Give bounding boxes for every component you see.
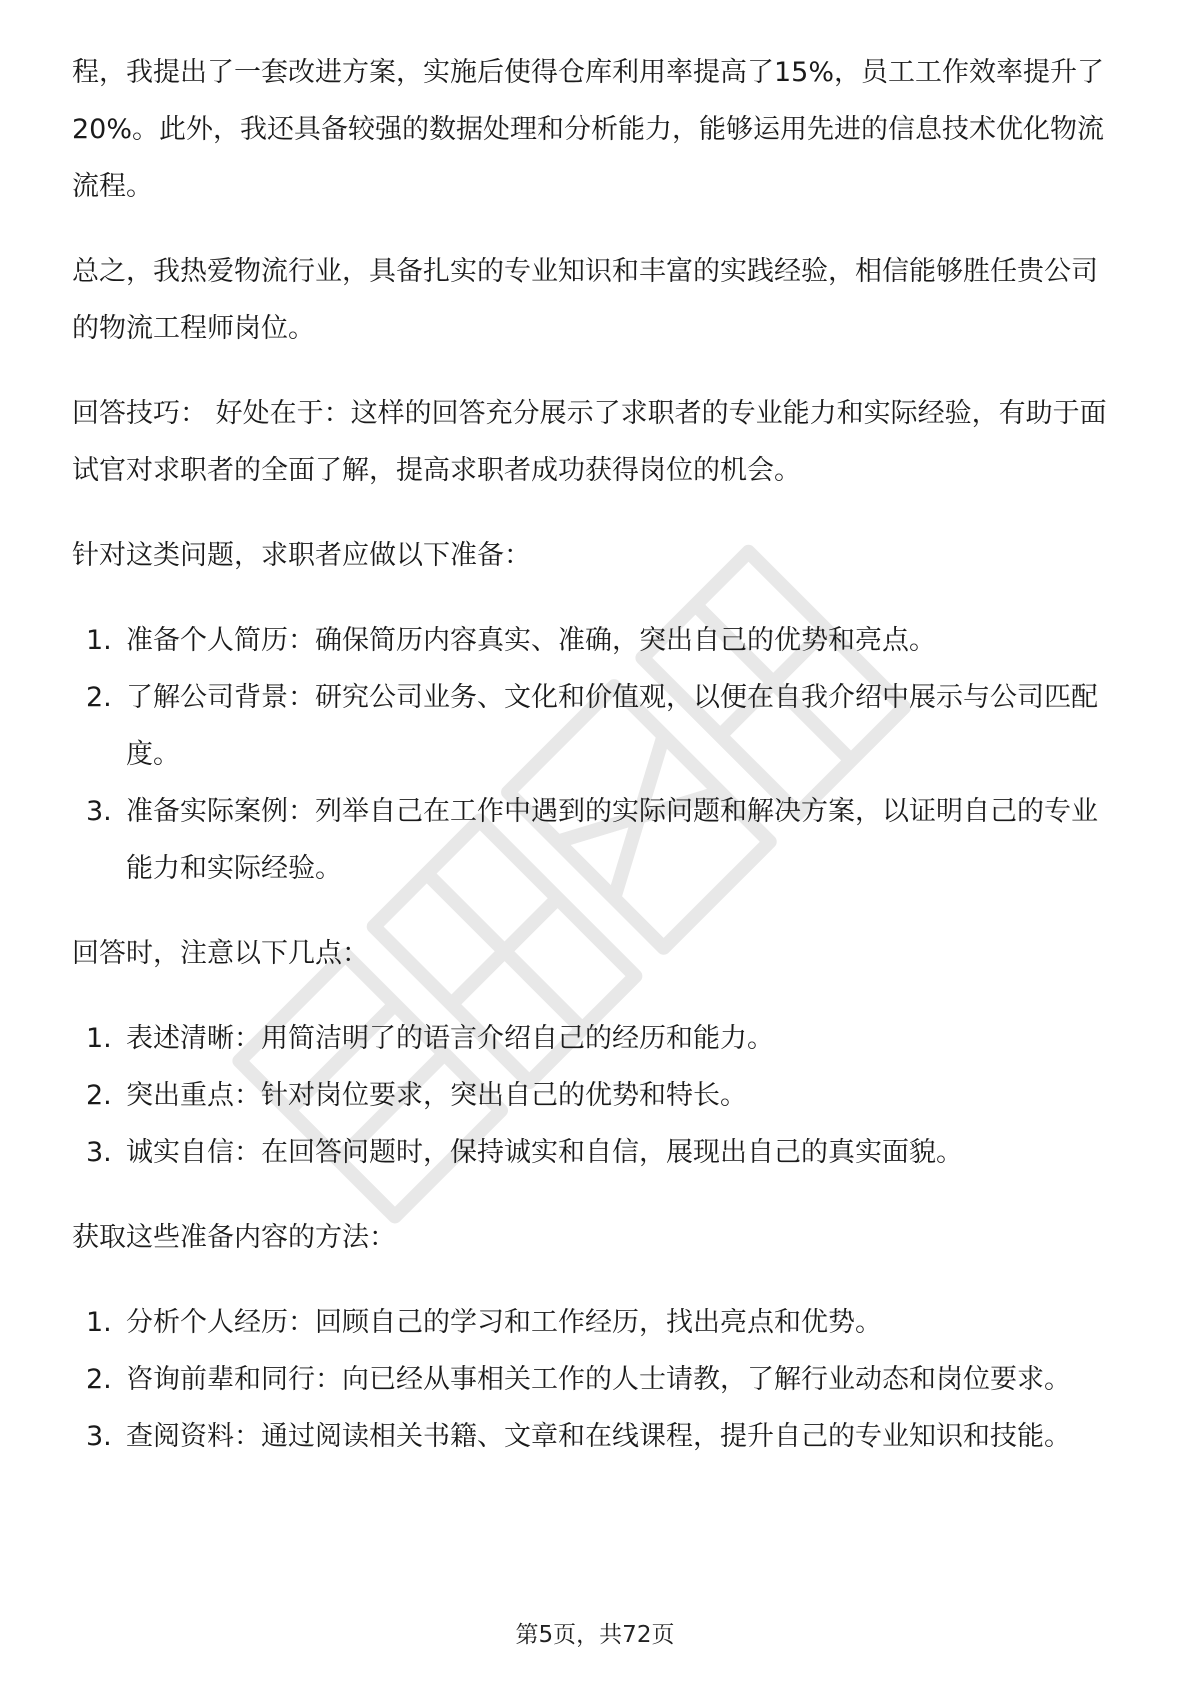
list-item: [72, 1067, 1120, 1124]
paragraph-methods-heading: 获取这些准备内容的方法：: [72, 1222, 396, 1253]
list-item-text: 准备实际案例：列举自己在工作中遇到的实际问题和解决方案，以证明自己的专业能力和实际经验。: [126, 796, 1098, 884]
list-item-text: 咨询前辈和同行：向已经从事相关工作的人士请教，了解行业动态和岗位要求。: [126, 1364, 1071, 1395]
list-item: [72, 1294, 1120, 1351]
list-item: [72, 1124, 1120, 1181]
list-item-number: 2.: [86, 1364, 112, 1395]
list-item-text: 分析个人经历：回顾自己的学习和工作经历，找出亮点和优势。: [126, 1307, 882, 1338]
paragraph-answer-tips: 回答技巧： 好处在于：这样的回答充分展示了求职者的专业能力和实际经验，有助于面试官对求职者的全面了解，提高求职者成功获得岗位的机会。: [72, 398, 1107, 486]
list-item-number: 1.: [86, 625, 112, 656]
list-item: [72, 783, 1120, 897]
list-item: [72, 1010, 1120, 1067]
preparation-list: [72, 612, 1120, 897]
list-item-text: 查阅资料：通过阅读相关书籍、文章和在线课程，提升自己的专业知识和技能。: [126, 1421, 1071, 1452]
list-item-number: 2.: [86, 682, 112, 713]
list-item-number: 3.: [86, 1137, 112, 1168]
list-item-number: 2.: [86, 1080, 112, 1111]
list-item-number: 1.: [86, 1023, 112, 1054]
list-item: [72, 1351, 1120, 1408]
list-item-text: 了解公司背景：研究公司业务、文化和价值观，以便在自我介绍中展示与公司匹配度。: [126, 682, 1098, 770]
list-item-number: 3.: [86, 1421, 112, 1452]
methods-list: [72, 1294, 1120, 1465]
paragraph-preparation-heading: 针对这类问题，求职者应做以下准备：: [72, 540, 531, 571]
list-item: [72, 1408, 1120, 1465]
list-item-text: 准备个人简历：确保简历内容真实、准确，突出自己的优势和亮点。: [126, 625, 936, 656]
list-item-text: 表述清晰：用简洁明了的语言介绍自己的经历和能力。: [126, 1023, 774, 1054]
list-item-text: 诚实自信：在回答问题时，保持诚实和自信，展现出自己的真实面貌。: [126, 1137, 963, 1168]
document-body: [72, 44, 1120, 1493]
list-item-number: 1.: [86, 1307, 112, 1338]
paragraph-answer-notes-heading: 回答时，注意以下几点：: [72, 938, 369, 969]
list-item-text: 突出重点：针对岗位要求，突出自己的优势和特长。: [126, 1080, 747, 1111]
page-number-footer: 第5页，共72页: [515, 1622, 675, 1648]
list-item-number: 3.: [86, 796, 112, 827]
paragraph-intro-continuation: 程，我提出了一套改进方案，实施后使得仓库利用率提高了15%，员工工作效率提升了20%。此外，我还具备较强的数据处理和分析能力，能够运用先进的信息技术优化物流流程。: [72, 57, 1105, 202]
paragraph-conclusion: 总之，我热爱物流行业，具备扎实的专业知识和丰富的实践经验，相信能够胜任贵公司的物流工程师岗位。: [72, 256, 1098, 344]
list-item: [72, 669, 1120, 783]
answer-notes-list: [72, 1010, 1120, 1181]
list-item: [72, 612, 1120, 669]
